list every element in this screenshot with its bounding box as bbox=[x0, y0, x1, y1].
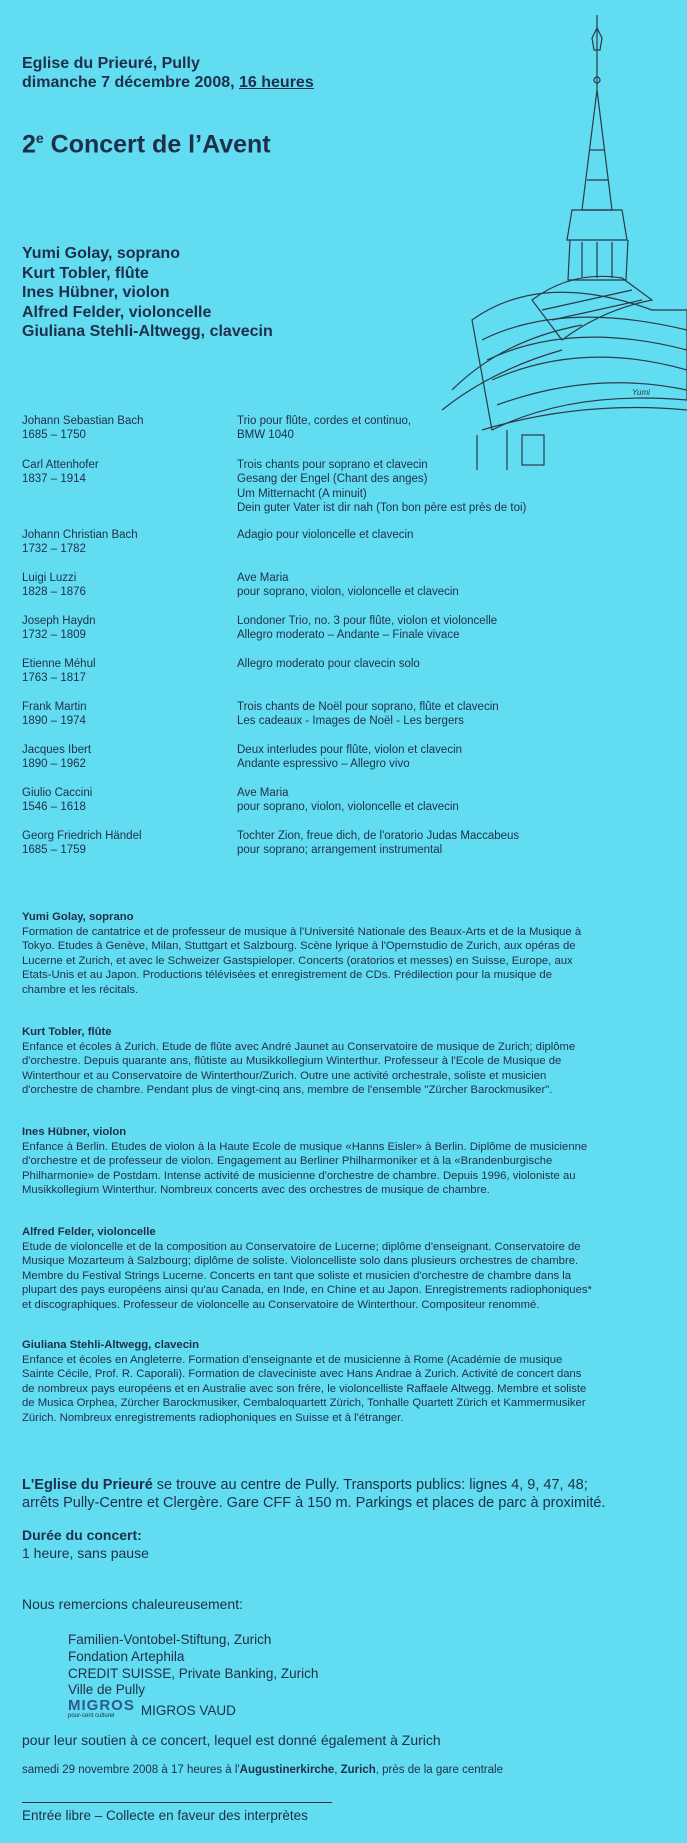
footer-divider bbox=[22, 1802, 332, 1803]
composer-dates: 1546 – 1618 bbox=[22, 801, 86, 814]
work-line: Ave Maria bbox=[237, 787, 289, 799]
work-line: Adagio pour violoncelle et clavecin bbox=[237, 529, 414, 541]
composer-dates: 1890 – 1962 bbox=[22, 758, 86, 771]
composer-name: Johann Sebastian Bach bbox=[22, 415, 144, 427]
bio-line: Musique Mozarteum à Salzbourg; diplôme de soliste. Violoncelliste solo dans plusieurs orchestres de chambre. bbox=[22, 1255, 579, 1267]
concert-venue-date bbox=[22, 54, 314, 92]
bio-line: Formation de cantatrice et de professeur de musique à l'Université Nationale des Beaux-Arts et de la Musique à bbox=[22, 925, 582, 938]
bio-line: Enfance et écoles à Zurich. Etude de flûte avec André Jaunet au Conservatoire de musique de Zurich; diplôme bbox=[22, 1040, 576, 1053]
composer-dates: 1685 – 1750 bbox=[22, 429, 86, 442]
footer-note: Entrée libre – Collecte en faveur des interprètes bbox=[22, 1808, 308, 1823]
work-line: Ave Maria bbox=[237, 572, 289, 584]
title-text: Concert de l’Avent bbox=[43, 130, 271, 159]
work bbox=[237, 458, 667, 515]
date-line bbox=[22, 73, 314, 92]
work bbox=[237, 700, 667, 729]
bio-line: Enfance à Berlin. Etudes de violon à la Haute Ecole de musique «Hanns Eisler» à Berlin. Diplôme de musicienne bbox=[22, 1140, 588, 1153]
bio-section bbox=[22, 1338, 642, 1425]
performer: Giuliana Stehli-Altwegg, clavecin bbox=[22, 323, 273, 340]
migros-vaud: MIGROS VAUD bbox=[140, 1703, 236, 1719]
venue-name: L'Eglise du Prieuré bbox=[22, 1477, 153, 1493]
time: 16 heures bbox=[239, 74, 314, 91]
work-line: Trois chants de Noël pour soprano, flûte et clavecin bbox=[237, 701, 499, 713]
composer-dates: 1685 – 1759 bbox=[22, 844, 86, 857]
composer-name: Joseph Haydn bbox=[22, 615, 96, 627]
bio-line: Philharmonie» de Postdam. Intense activité de musicienne d'orchestre de chambre. Depuis 1996, violoniste au bbox=[22, 1169, 576, 1182]
composer bbox=[22, 614, 232, 643]
zurich-church: Augustinerkirche bbox=[239, 1764, 335, 1776]
venue-info bbox=[22, 1476, 662, 1512]
composer bbox=[22, 700, 232, 729]
sponsor: Familien-Vontobel-Stiftung, Zurich bbox=[68, 1632, 272, 1647]
bio-section bbox=[22, 1125, 642, 1198]
bio-heading: Kurt Tobler, flûte bbox=[22, 1026, 112, 1038]
work-line: Andante espressivo – Allegro vivo bbox=[237, 758, 410, 771]
composer-name: Giulio Caccini bbox=[22, 787, 93, 799]
composer-dates: 1837 – 1914 bbox=[22, 473, 86, 486]
work-line: pour soprano; arrangement instrumental bbox=[237, 844, 443, 857]
work-line: Allegro moderato pour clavecin solo bbox=[237, 658, 420, 670]
bio-line: plupart des pays européens ainsi qu'au Canada, en Inde, en Chine et au Japon. Enregistrements radiophoniques* bbox=[22, 1284, 592, 1296]
composer-name: Luigi Luzzi bbox=[22, 572, 77, 584]
bio-line: et discographiques. Professeur de violoncelle au Conservatoire de Winterthour. Compositeur renommé. bbox=[22, 1298, 540, 1311]
migros-logo-subtext: pour-cent culturel bbox=[68, 1713, 115, 1720]
zurich-location: , près de la gare centrale bbox=[375, 1764, 503, 1776]
work bbox=[237, 571, 667, 600]
work-line: Deux interludes pour flûte, violon et clavecin bbox=[237, 744, 463, 756]
duration-label: Durée du concert: bbox=[22, 1527, 142, 1543]
composer bbox=[22, 786, 232, 815]
work-line: Um Mitternacht (A minuit) bbox=[237, 487, 367, 500]
bio-section bbox=[22, 1225, 642, 1312]
work bbox=[237, 528, 667, 542]
sketch-signature: Yumi bbox=[632, 388, 650, 397]
zurich-text: samedi 29 novembre 2008 à 17 heures à l' bbox=[22, 1764, 240, 1776]
bio-line: Etude de violoncelle et de la composition au Conservatoire de Lucerne; diplôme d'enseignant. Conservatoire de bbox=[22, 1240, 581, 1253]
church-sketch-illustration bbox=[422, 10, 687, 470]
composer-name: Georg Friedrich Händel bbox=[22, 830, 142, 842]
zurich-separator: , bbox=[334, 1764, 341, 1776]
performers-list bbox=[22, 244, 273, 342]
composer bbox=[22, 657, 232, 686]
bio-line: Winterthour et au Conservatoire de Winterthour/Zurich. Outre une activité orchestrale, soliste et musicien bbox=[22, 1069, 547, 1082]
bio-line: Sainte Cécile, Prof. R. Caporali). Formation de claveciniste avec Hans Andrae à Zurich. Activité de concert dans bbox=[22, 1368, 582, 1380]
composer-dates: 1763 – 1817 bbox=[22, 672, 86, 685]
work-line: Dein guter Vater ist dir nah (Ton bon père est près de toi) bbox=[237, 501, 527, 514]
venue-info-line: arrêts Pully-Centre et Clergère. Gare CFF à 150 m. Parkings et places de parc à proximité. bbox=[22, 1495, 606, 1511]
title-number: 2 bbox=[22, 130, 36, 159]
composer bbox=[22, 571, 232, 600]
work-line: Trio pour flûte, cordes et continuo, bbox=[237, 415, 412, 427]
composer-name: Etienne Méhul bbox=[22, 658, 96, 670]
performer: Yumi Golay, soprano bbox=[22, 245, 180, 262]
zurich-city: Zurich bbox=[340, 1764, 376, 1776]
work-line: Allegro moderato – Andante – Finale vivace bbox=[237, 629, 460, 642]
bio-line: Membre du Festival Strings Lucerne. Concerts en tant que soliste et musicien d'orchestre de chambre dans la bbox=[22, 1269, 572, 1282]
sponsor-migros bbox=[68, 1699, 318, 1720]
venue-info-line bbox=[22, 1476, 662, 1494]
composer-name: Frank Martin bbox=[22, 701, 87, 713]
work bbox=[237, 657, 667, 671]
work bbox=[237, 743, 667, 772]
work bbox=[237, 829, 667, 858]
work-line: Les cadeaux - Images de Noël - Les bergers bbox=[237, 715, 464, 728]
work-line: Trois chants pour soprano et clavecin bbox=[237, 459, 428, 471]
composer-name: Jacques Ibert bbox=[22, 744, 92, 756]
work-line: Gesang der Engel (Chant des anges) bbox=[237, 473, 428, 486]
work-line: pour soprano, violon, violoncelle et clavecin bbox=[237, 586, 459, 599]
bio-line: Musikkollegium Winterthur. Nombreux concerts avec des orchestres de musique de chambre. bbox=[22, 1184, 490, 1196]
work bbox=[237, 786, 667, 815]
zurich-concert-info bbox=[22, 1764, 503, 1776]
work-line: Tochter Zion, freue dich, de l'oratorio Judas Maccabeus bbox=[237, 830, 520, 842]
composer bbox=[22, 528, 232, 557]
bio-line: d'orchestre. Depuis quarante ans, flûtiste au Musikkollegium Winterthur. Professeur à l'Ecole de Musique de bbox=[22, 1055, 562, 1067]
work bbox=[237, 414, 667, 443]
bio-line: Lucerne et Zurich, et avec le Schweizer Gastspieloper. Concerts (oratorios et messes) en Suisse, Europe, aux bbox=[22, 954, 573, 967]
date: dimanche 7 décembre 2008, bbox=[22, 74, 235, 91]
duration bbox=[22, 1526, 149, 1562]
composer-name: Johann Christian Bach bbox=[22, 529, 138, 541]
bio-line: de Musica Orphea, Zürcher Barockmusiker, Cembaloquartett Zürich, Tonhalle Quartett Zürich et Kammermusiker bbox=[22, 1397, 586, 1409]
sponsors-list bbox=[68, 1632, 318, 1720]
work bbox=[237, 614, 667, 643]
sponsor: CREDIT SUISSE, Private Banking, Zurich bbox=[68, 1665, 319, 1681]
venue-info-text: se trouve au centre de Pully. Transports publics: lignes 4, 9, 47, 48; bbox=[152, 1477, 588, 1493]
thanks-heading: Nous remercions chaleureusement: bbox=[22, 1596, 243, 1612]
bio-heading: Alfred Felder, violoncelle bbox=[22, 1226, 156, 1238]
composer-dates: 1828 – 1876 bbox=[22, 586, 86, 599]
composer-dates: 1732 – 1782 bbox=[22, 543, 86, 556]
bio-line: Tokyo. Etudes à Genève, Milan, Stuttgart et Salzbourg. Scène lyrique à l'Opernstudio de Zurich, aux opéras de bbox=[22, 940, 576, 952]
performer: Ines Hübner, violon bbox=[22, 284, 170, 301]
composer bbox=[22, 458, 232, 487]
bio-line: chambre et les récitals. bbox=[22, 983, 139, 996]
page-title bbox=[22, 130, 271, 159]
performer: Kurt Tobler, flûte bbox=[22, 264, 149, 282]
bio-line: d'orchestre et de professeur de violon. Engagement au Berliner Philharmoniker et à la «Brandenburgische bbox=[22, 1155, 553, 1167]
work-line: pour soprano, violon, violoncelle et clavecin bbox=[237, 801, 459, 814]
title-superscript: e bbox=[35, 130, 44, 146]
composer-name: Carl Attenhofer bbox=[22, 459, 99, 471]
migros-logo-text: MIGROS bbox=[68, 1697, 135, 1715]
performer: Alfred Felder, violoncelle bbox=[22, 303, 212, 321]
duration-value: 1 heure, sans pause bbox=[22, 1545, 149, 1561]
composer bbox=[22, 743, 232, 772]
work-line: BMW 1040 bbox=[237, 429, 294, 442]
bio-line: Zürich. Nombreux enregistrements radiophoniques en Suisse et à l'étranger. bbox=[22, 1411, 404, 1424]
bio-line: de nombreux pays européens et en Australie avec son frère, le violoncelliste Raffaele Altwegg. Membre et soliste bbox=[22, 1382, 587, 1395]
sponsor: Fondation Artephila bbox=[68, 1648, 185, 1664]
bio-heading: Giuliana Stehli-Altwegg, clavecin bbox=[22, 1339, 200, 1351]
support-text: pour leur soutien à ce concert, lequel est donné également à Zurich bbox=[22, 1732, 441, 1748]
bio-section bbox=[22, 910, 642, 997]
bio-line: Etats-Unis et au Japon. Productions télévisées et enregistrement de CDs. Prédilection pour la musique de bbox=[22, 969, 552, 981]
bio-line: d'orchestre de chambre. Pendant plus de vingt-cinq ans, membre de l'ensemble "Zürcher Barockmusiker". bbox=[22, 1084, 553, 1096]
composer-dates: 1732 – 1809 bbox=[22, 629, 86, 642]
migros-logo bbox=[68, 1699, 135, 1720]
bio-line: Enfance et écoles en Angleterre. Formation d'enseignante et de musicienne à Rome (Académie de musique bbox=[22, 1353, 563, 1366]
composer-dates: 1890 – 1974 bbox=[22, 715, 86, 728]
composer bbox=[22, 414, 232, 443]
work-line: Londoner Trio, no. 3 pour flûte, violon et violoncelle bbox=[237, 615, 498, 627]
bio-heading: Yumi Golay, soprano bbox=[22, 911, 134, 923]
composer bbox=[22, 829, 232, 858]
venue: Eglise du Prieuré, Pully bbox=[22, 55, 200, 72]
sponsor: Ville de Pully bbox=[68, 1682, 146, 1698]
bio-section bbox=[22, 1025, 642, 1098]
bio-heading: Ines Hübner, violon bbox=[22, 1126, 127, 1138]
